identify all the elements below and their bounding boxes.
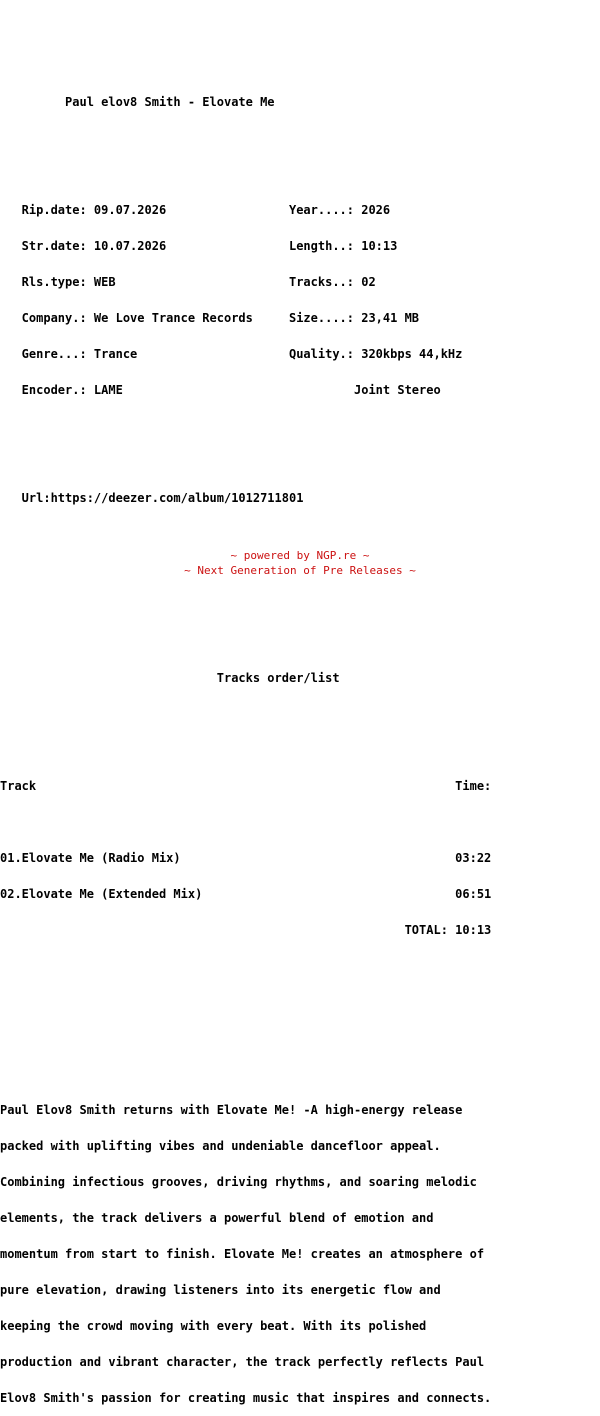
description-line: packed with uplifting vibes and undeniable dancefloor appeal.: [0, 1139, 441, 1153]
info-row-ripdate-year: Rip.date: 09.07.2026 Year....: 2026: [0, 203, 391, 217]
nfo-line: [0, 636, 600, 648]
info-row-encoder-stereo: Encoder.: LAME Joint Stereo: [0, 383, 441, 397]
tracklist-total: TOTAL: 10:13: [0, 923, 492, 937]
nfo-line: [0, 420, 600, 432]
info-row-strdate-length: Str.date: 10.07.2026 Length..: 10:13: [0, 239, 398, 253]
nfo-line: [0, 744, 600, 756]
track-row: 02.Elovate Me (Extended Mix) 06:51: [0, 887, 492, 901]
nfo-line: [0, 708, 600, 720]
nfo-line: [0, 168, 600, 180]
nfo-line: [0, 1068, 600, 1080]
footer-tagline: ~ Next Generation of Pre Releases ~: [184, 564, 416, 577]
nfo-line: [0, 24, 600, 36]
description-line: keeping the crowd moving with every beat. With its polished: [0, 1319, 427, 1333]
description-line: pure elevation, drawing listeners into its energetic flow and: [0, 1283, 441, 1297]
description-line: Paul Elov8 Smith returns with Elovate Me! -A high-energy release: [0, 1103, 463, 1117]
description-line: Combining infectious grooves, driving rhythms, and soaring melodic: [0, 1175, 477, 1189]
nfo-line: [0, 600, 600, 612]
nfo-line: [0, 528, 600, 540]
description-line: Elov8 Smith's passion for creating music that inspires and connects.: [0, 1391, 492, 1405]
description-line: momentum from start to finish. Elovate Me! creates an atmosphere of: [0, 1247, 485, 1261]
album-url: Url:https://deezer.com/album/1012711801: [0, 491, 304, 505]
nfo-line: [0, 1032, 600, 1044]
nfo-line: [0, 960, 600, 972]
release-title: Paul elov8 Smith - Elovate Me: [0, 95, 275, 109]
description-line: production and vibrant character, the track perfectly reflects Paul: [0, 1355, 485, 1369]
nfo-line: [0, 816, 600, 828]
tracklist-header: Track Time:: [0, 779, 492, 793]
description-line: elements, the track delivers a powerful blend of emotion and: [0, 1211, 434, 1225]
info-row-company-size: Company.: We Love Trance Records Size....: 23,41 MB: [0, 311, 420, 325]
nfo-line: [0, 996, 600, 1008]
nfo-line: [0, 456, 600, 468]
info-row-genre-quality: Genre...: Trance Quality.: 320kbps 44,kHz: [0, 347, 463, 361]
tracklist-heading: Tracks order/list: [0, 671, 340, 685]
info-row-rlstype-tracks: Rls.type: WEB Tracks..: 02: [0, 275, 376, 289]
nfo-line: [0, 132, 600, 144]
footer-powered-by: ~ powered by NGP.re ~: [230, 549, 370, 562]
track-row: 01.Elovate Me (Radio Mix) 03:22: [0, 851, 492, 865]
nfo-line: [0, 60, 600, 72]
